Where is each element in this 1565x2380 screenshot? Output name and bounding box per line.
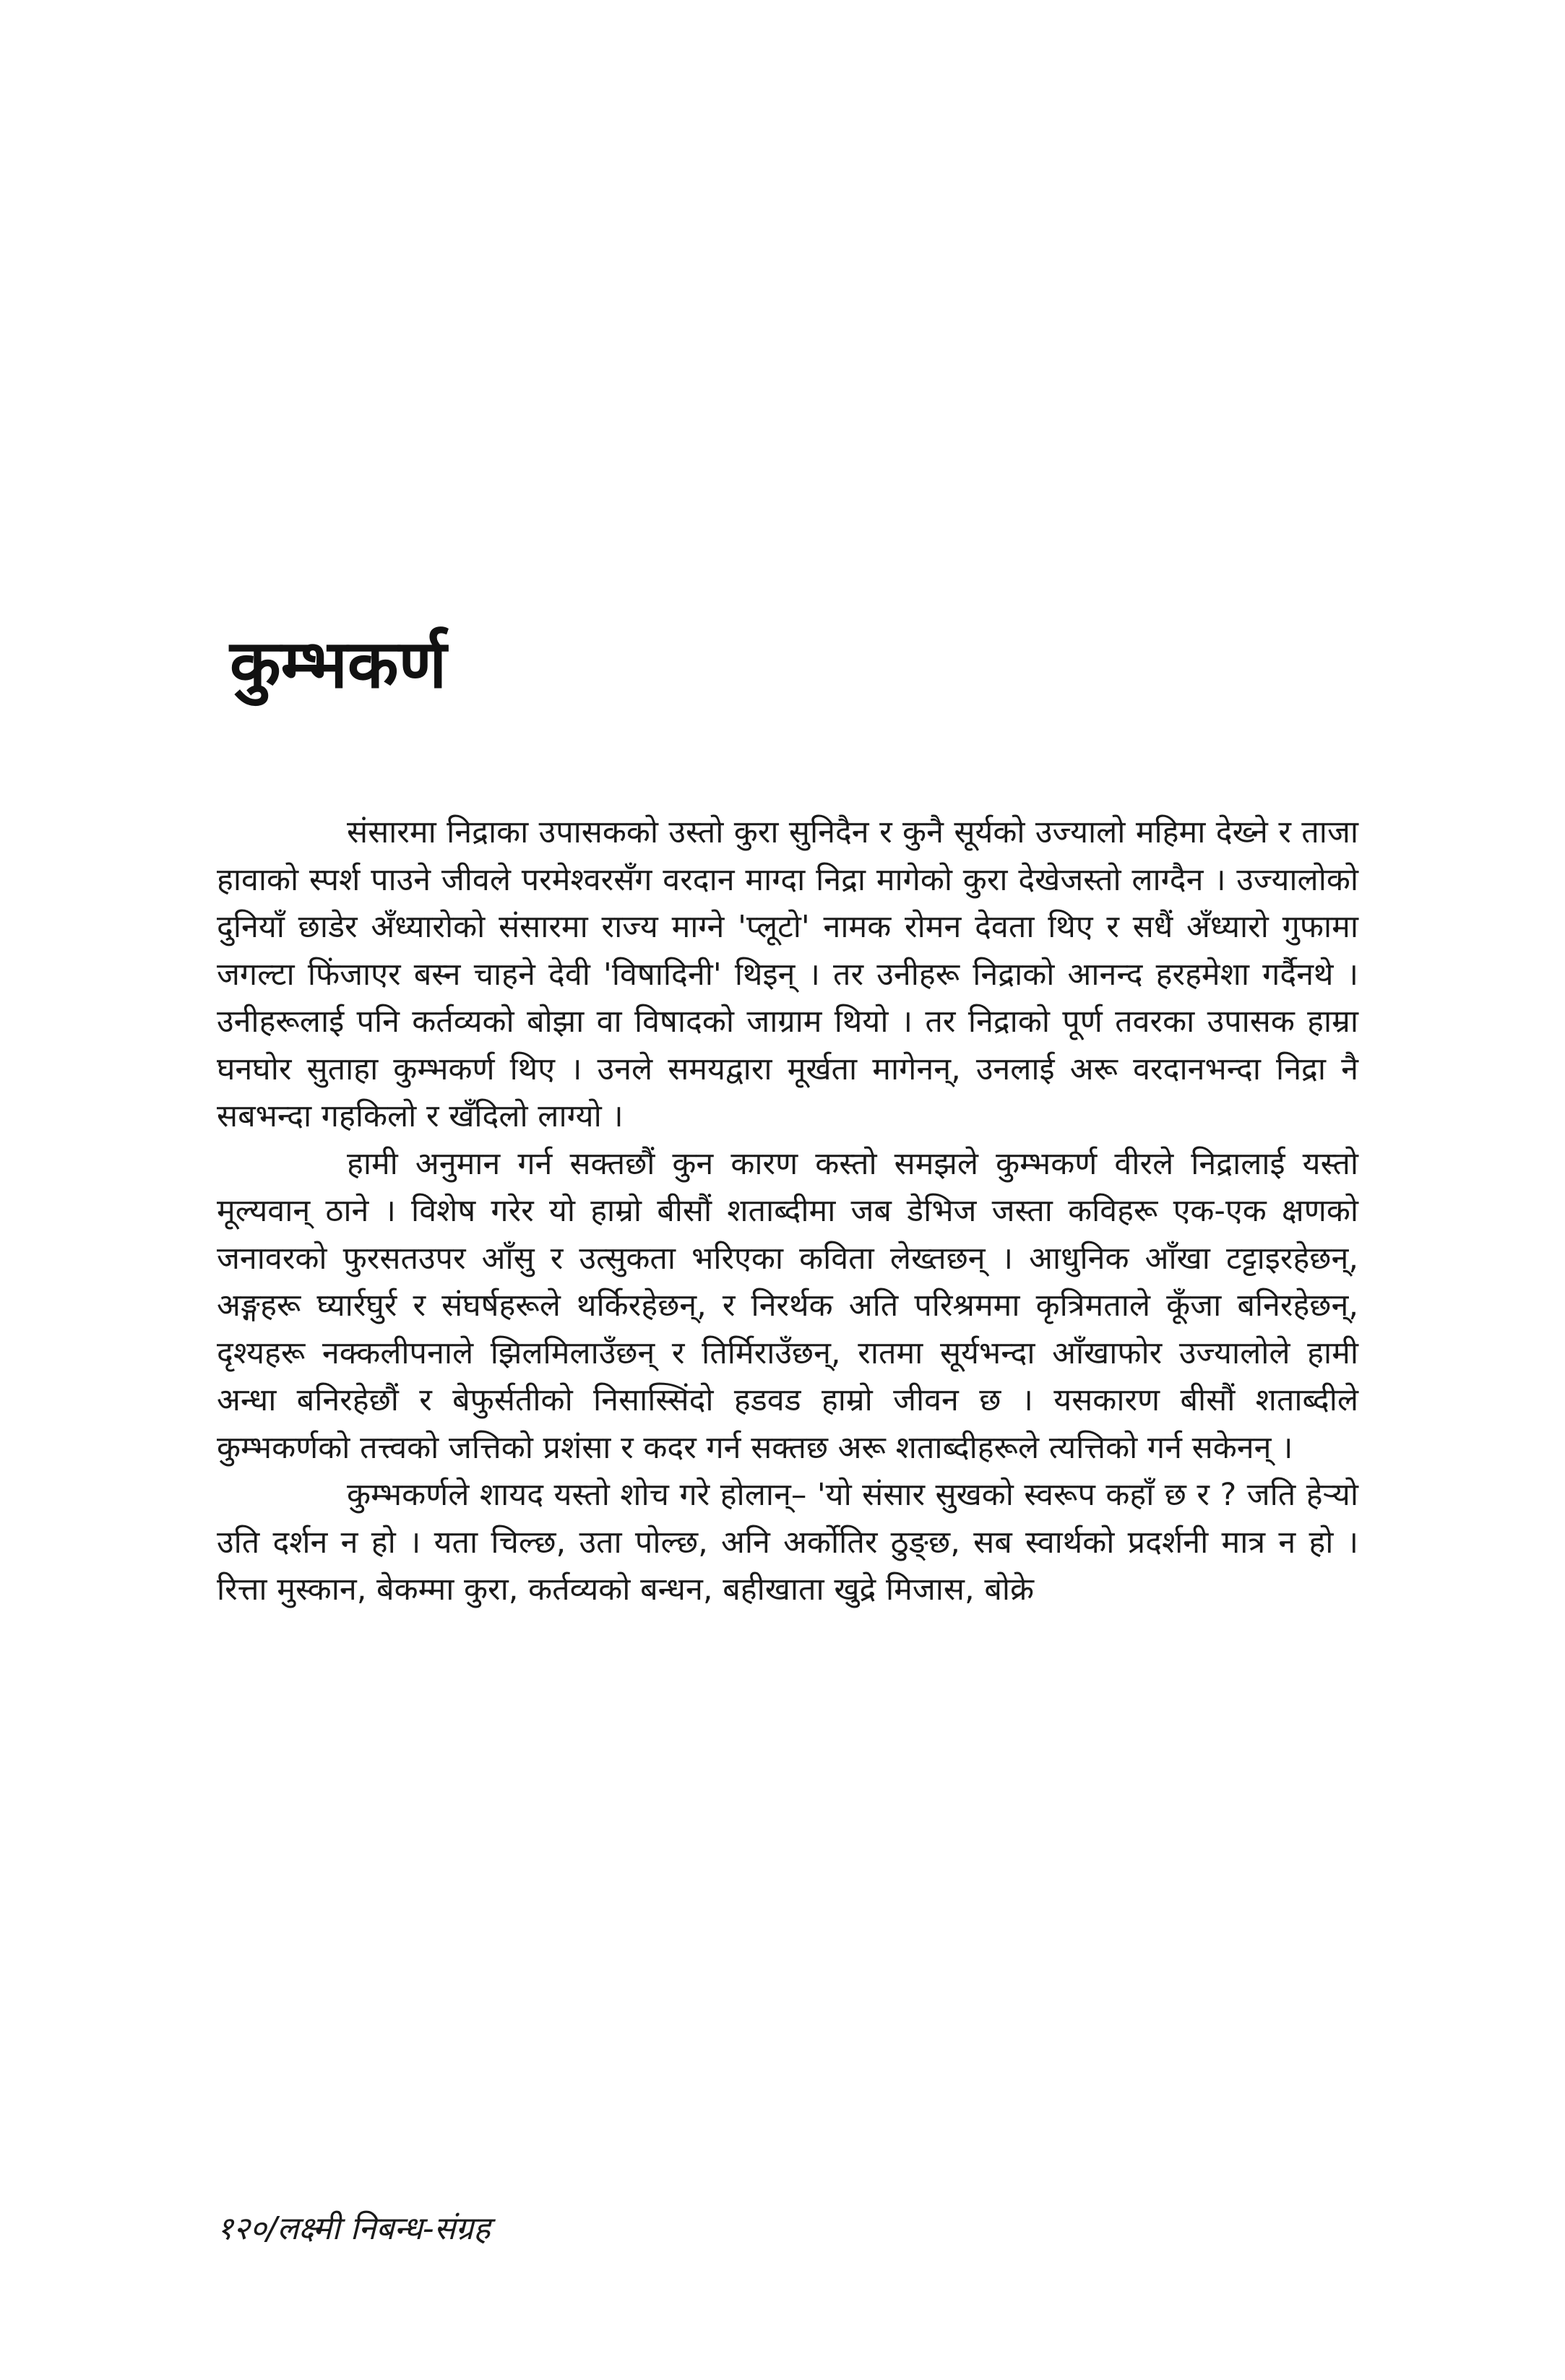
chapter-title: कुम्भकर्ण (230, 626, 447, 703)
paragraph-3: कुम्भकर्णले शायद यस्तो शोच गरे होलान्– 'यो संसार सुखको स्वरूप कहाँ छ र ? जति हेर्‍यो उति दर्शन न हो । यता चिल्छ, उता पोल्छ, अनि अर्कोतिर ठुङ्छ, सब स्वार्थको प्रदर्शनी मात्र न हो । रित्ता मुस्कान, बेकम्मा कुरा, कर्तव्यको बन्धन, बहीखाता खुद्रे मिजास, बोक्रे (217, 1477, 1358, 1608)
page-footer: १२०/लक्ष्मी निबन्ध-संग्रह (217, 2210, 491, 2247)
paragraph-1: संसारमा निद्राका उपासकको उस्तो कुरा सुनिदैन र कुनै सूर्यको उज्यालो महिमा देख्ने र ताजा हावाको स्पर्श पाउने जीवले परमेश्वरसँग वरदान माग्दा निद्रा मागेको कुरा देखेजस्तो लाग्दैन । उज्यालोको दुनियाँ छाडेर अँध्यारोको संसारमा राज्य माग्ने 'प्लूटो' नामक रोमन देवता थिए र सधैं अँध्यारो गुफामा जगल्टा फिंजाएर बस्न चाहने देवी 'विषादिनी' थिइन् । तर उनीहरू निद्राको आनन्द हरहमेशा गर्दैनथे । उनीहरूलाई पनि कर्तव्यको बोझा वा विषादको जाग्राम थियो । तर निद्राको पूर्ण तवरका उपासक हाम्रा घनघोर सुताहा कुम्भकर्ण थिए । उनले समयद्वारा मूर्खता मागेनन्, उनलाई अरू वरदानभन्दा निद्रा नै सबभन्दा गहकिलो र खँदिलो लाग्यो । (217, 814, 1358, 1134)
body-text (217, 809, 1358, 1614)
paragraph-2: हामी अनुमान गर्न सक्तछौं कुन कारण कस्तो समझले कुम्भकर्ण वीरले निद्रालाई यस्तो मूल्यवान् ठाने । विशेष गरेर यो हाम्रो बीसौं शताब्दीमा जब डेभिज जस्ता कविहरू एक-एक क्षणको जनावरको फुरसतउपर आँसु र उत्सुकता भरिएका कविता लेख्तछन् । आधुनिक आँखा टट्टाइरहेछन्, अङ्गहरू घ्यार्रघुर्र र संघर्षहरूले थर्किरहेछन्, र निरर्थक अति परिश्रममा कृत्रिमताले कूँजा बनिरहेछन्, दृश्यहरू नक्कलीपनाले झिलमिलाउँछन् र तिर्मिराउँछन्, रातमा सूर्यभन्दा आँखाफोर उज्यालोले हामी अन्धा बनिरहेछौं र बेफुर्सतीको निसास्सिंदो हडवड हाम्रो जीवन छ । यसकारण बीसौं शताब्दीले कुम्भकर्णको तत्त्वको जत्तिको प्रशंसा र कदर गर्न सक्तछ अरू शताब्दीहरूले त्यत्तिको गर्न सकेनन् । (217, 1145, 1358, 1466)
